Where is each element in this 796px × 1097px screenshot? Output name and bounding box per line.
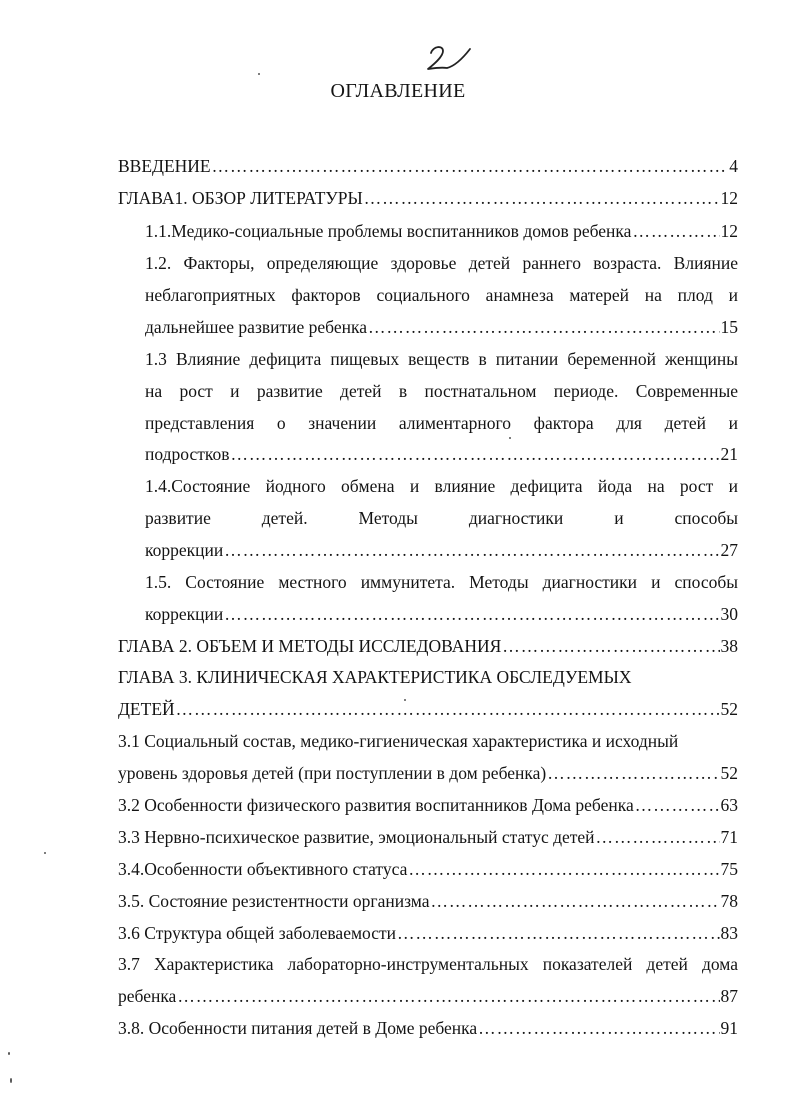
toc-entry-3-4: 3.4.Особенности объективного статуса ……………………………………………………………………………………………………………………………………………………………………………… 75 <box>118 856 738 882</box>
toc-entry-3-8: 3.8. Особенности питания детей в Доме ребенка ……………………………………………………………………………………………………………………………………………………………………………… 91 <box>118 1015 738 1041</box>
toc-entry-3-6: 3.6 Структура общей заболеваемости ……………………………………………………………………………………………………………………………………………………………………………… 83 <box>118 920 738 946</box>
scan-speck <box>44 852 46 854</box>
toc-entry-1-2-line-2: неблагоприятных факторов социального анамнеза матерей на плод и <box>145 285 738 305</box>
toc-entry-1-3-line-3: представления о значении алиментарного фактора для детей и <box>145 413 738 433</box>
scan-speck <box>10 1078 12 1083</box>
toc-entry-1-3-line-1: 1.3 Влияние дефицита пищевых веществ в питании беременной женщины <box>145 349 738 369</box>
toc-entry-1-5-last-line: коррекции ……………………………………………………………………………………………………………………………………………………………………………… 30 <box>145 601 738 627</box>
toc-entry-3-1-line-1: 3.1 Социальный состав, медико-гигиеническая характеристика и исходный <box>118 731 679 751</box>
toc-entry-1-3-line-2: на рост и развитие детей в постнатальном периоде. Современные <box>145 381 738 401</box>
scan-speck <box>258 73 260 75</box>
toc-entry-1-1: 1.1.Медико-социальные проблемы воспитанников домов ребенка ……………………………………………………………………………………………………………………………………………………………………………… 12 <box>145 218 738 244</box>
toc-entry-introduction: ВВЕДЕНИЕ ……………………………………………………………………………………………………………………………………………………………………………… 4 <box>118 153 738 179</box>
toc-entry-chapter-2: ГЛАВА 2. ОБЪЕМ И МЕТОДЫ ИССЛЕДОВАНИЯ ……………………………………………………………………………………………………………………………………………………………………………… 38 <box>118 633 738 659</box>
toc-entry-1-5-line-1: 1.5. Состояние местного иммунитета. Методы диагностики и способы <box>145 572 738 592</box>
toc-entry-1-2-last-line: дальнейшее развитие ребенка ……………………………………………………………………………………………………………………………………………………………………………… 15 <box>145 314 738 340</box>
toc-entry-chapter-1: ГЛАВА1. ОБЗОР ЛИТЕРАТУРЫ ……………………………………………………………………………………………………………………………………………………………………………… 12 <box>118 185 738 211</box>
handwritten-page-number <box>423 44 473 74</box>
toc-entry-1-4-last-line: коррекции ……………………………………………………………………………………………………………………………………………………………………………… 27 <box>145 537 738 563</box>
toc-entry-3-2: 3.2 Особенности физического развития воспитанников Дома ребенка ……………………………………………………………………………………………………………………………………………………………………………… 63 <box>118 792 738 818</box>
toc-entry-3-7-last-line: ребенка ……………………………………………………………………………………………………………………………………………………………………………… 87 <box>118 983 738 1009</box>
toc-entry-1-3-last-line: подростков ……………………………………………………………………………………………………………………………………………………………………………… 21 <box>145 441 738 467</box>
toc-entry-3-1-last-line: уровень здоровья детей (при поступлении в дом ребенка) ……………………………………………………………………………………………………………………………………………………………………………… 52 <box>118 760 738 786</box>
scan-speck <box>8 1052 10 1055</box>
toc-entry-3-5: 3.5. Состояние резистентности организма ……………………………………………………………………………………………………………………………………………………………………………… 78 <box>118 888 738 914</box>
toc-entry-1-4-line-2: развитие детей. Методы диагностики и способы <box>145 508 738 528</box>
toc-entry-3-3: 3.3 Нервно-психическое развитие, эмоциональный статус детей ……………………………………………………………………………………………………………………………………………………………………………… 71 <box>118 824 738 850</box>
scan-speck <box>404 699 406 701</box>
scan-speck <box>509 437 511 439</box>
toc-entry-3-7-line-1: 3.7 Характеристика лабораторно-инструментальных показателей детей дома <box>118 954 738 974</box>
toc-entry-chapter-3-last-line: ДЕТЕЙ ……………………………………………………………………………………………………………………………………………………………………………… 52 <box>118 696 738 722</box>
toc-entry-1-4-line-1: 1.4.Состояние йодного обмена и влияние дефицита йода на рост и <box>145 476 738 496</box>
toc-title: ОГЛАВЛЕНИЕ <box>330 80 466 102</box>
toc-entry-1-2-line-1: 1.2. Факторы, определяющие здоровье детей раннего возраста. Влияние <box>145 253 738 273</box>
toc-entry-chapter-3-line-1: ГЛАВА 3. КЛИНИЧЕСКАЯ ХАРАКТЕРИСТИКА ОБСЛЕДУЕМЫХ <box>118 667 632 687</box>
